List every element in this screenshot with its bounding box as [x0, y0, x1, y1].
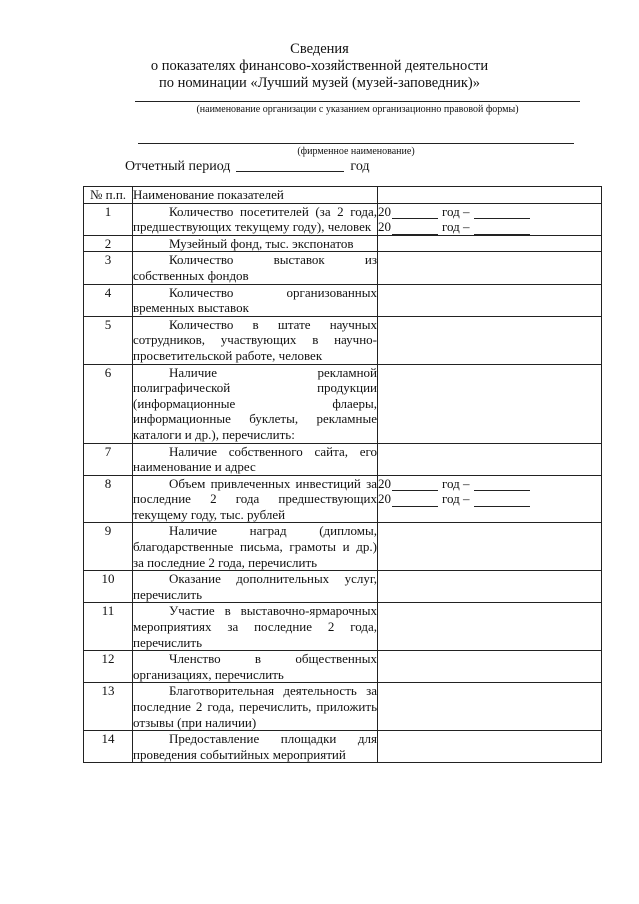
table-row [84, 731, 602, 763]
indicator-value-cell[interactable] [378, 316, 602, 364]
indicator-name: Оказание дополнительных услуг, перечислить [133, 571, 377, 602]
period-year-field[interactable] [236, 159, 344, 172]
indicator-value-cell[interactable] [378, 475, 602, 523]
year-entry-line [378, 219, 601, 235]
indicator-value-cell[interactable] [378, 603, 602, 651]
indicator-value-cell[interactable] [378, 235, 602, 252]
indicator-name: Членство в общественных организациях, перечислить [133, 651, 377, 682]
year-value-field[interactable] [474, 224, 530, 235]
org-name-caption: (наименование организации с указанием организационно правовой формы) [196, 104, 519, 115]
year-digits-field[interactable] [392, 224, 438, 235]
indicator-name: Количество выставок из собственных фондов [133, 252, 377, 283]
indicator-name: Наличие рекламной полиграфической продукции (информационные флаеры, информационные буклеты, рекламные каталоги и др.), перечислить: [133, 364, 377, 442]
year-value-field[interactable] [474, 480, 530, 491]
row-number: 4 [84, 284, 133, 316]
indicator-value-cell[interactable] [378, 203, 602, 235]
table-row [84, 571, 602, 603]
table-row [84, 651, 602, 683]
year-prefix: 20 [378, 475, 391, 491]
document-title: Сведения [290, 41, 349, 57]
table-row [84, 475, 602, 523]
brand-name-line[interactable] [138, 143, 574, 144]
year-value-field[interactable] [474, 208, 530, 219]
indicator-name: Количество организованных временных выставок [133, 284, 377, 316]
table-row [84, 284, 602, 316]
year-prefix: 20 [378, 491, 391, 507]
year-digits-field[interactable] [392, 208, 438, 219]
row-number: 11 [84, 603, 133, 651]
indicator-value-cell[interactable] [378, 683, 602, 731]
year-digits-field[interactable] [392, 496, 438, 507]
row-number: 7 [84, 443, 133, 475]
table-row [84, 203, 602, 235]
indicators-table [83, 186, 602, 763]
row-number: 8 [84, 475, 133, 523]
table-row [84, 603, 602, 651]
document-subtitle: о показателях финансово-хозяйственной деятельности [150, 58, 489, 74]
indicator-value-cell[interactable] [378, 443, 602, 475]
column-header-name: Наименование показателей [133, 187, 378, 204]
indicator-name: Объем привлеченных инвестиций за последние 2 года предшествующих текущему году, тыс. рублей [133, 475, 377, 522]
row-number: 12 [84, 651, 133, 683]
indicator-value-cell[interactable] [378, 252, 602, 284]
year-word: год – [442, 491, 470, 507]
table-row [84, 235, 602, 252]
year-value-field[interactable] [474, 496, 530, 507]
row-number: 1 [84, 203, 133, 235]
nomination-line: по номинации «Лучший музей (музей-заповедник)» [159, 75, 480, 91]
org-name-line[interactable] [135, 101, 580, 102]
indicator-value-cell[interactable] [378, 651, 602, 683]
indicator-value-cell[interactable] [378, 731, 602, 763]
table-row [84, 523, 602, 571]
indicator-value-cell[interactable] [378, 523, 602, 571]
indicator-name: Предоставление площадки для проведения событийных мероприятий [133, 731, 377, 762]
year-digits-field[interactable] [392, 480, 438, 491]
year-word: год – [442, 475, 470, 491]
indicator-name: Наличие наград (дипломы, благодарственные письма, грамоты и др.) за последние 2 года, перечислить [133, 523, 377, 570]
table-row [84, 443, 602, 475]
row-number: 3 [84, 252, 133, 284]
table-header-row [84, 187, 602, 204]
column-header-number: № п.п. [84, 187, 133, 204]
table-row [84, 316, 602, 364]
column-header-value [378, 187, 602, 204]
reporting-period [125, 158, 370, 175]
row-number: 2 [84, 235, 133, 252]
row-number: 9 [84, 523, 133, 571]
row-number: 5 [84, 316, 133, 364]
indicator-name: Количество посетителей (за 2 года, предшествующих текущему году), человек [133, 203, 377, 235]
indicator-name: Наличие собственного сайта, его наименование и адрес [133, 443, 377, 475]
year-entry-line [378, 204, 601, 220]
brand-name-caption: (фирменное наименование) [297, 146, 415, 157]
period-suffix: год [350, 159, 370, 174]
indicator-value-cell[interactable] [378, 284, 602, 316]
table-row [84, 683, 602, 731]
table-row [84, 252, 602, 284]
indicator-value-cell[interactable] [378, 364, 602, 443]
indicator-name: Участие в выставочно-ярмарочных мероприятиях за последние 2 года, перечислить [133, 603, 377, 650]
table-row [84, 364, 602, 443]
row-number: 6 [84, 364, 133, 443]
year-entry-line [378, 476, 601, 492]
indicator-name: Благотворительная деятельность за последние 2 года, перечислить, приложить отзывы (при наличии) [133, 683, 377, 730]
indicator-name: Количество в штате научных сотрудников, участвующих в научно-просветительской работе, человек [133, 316, 377, 363]
period-label: Отчетный период [125, 159, 231, 174]
year-prefix: 20 [378, 203, 391, 219]
row-number: 13 [84, 683, 133, 731]
year-word: год – [442, 203, 470, 219]
year-entry-line [378, 491, 601, 507]
year-prefix: 20 [378, 219, 391, 235]
indicator-name: Музейный фонд, тыс. экспонатов [133, 235, 378, 252]
year-word: год – [442, 219, 470, 235]
indicator-value-cell[interactable] [378, 571, 602, 603]
row-number: 10 [84, 571, 133, 603]
row-number: 14 [84, 731, 133, 763]
